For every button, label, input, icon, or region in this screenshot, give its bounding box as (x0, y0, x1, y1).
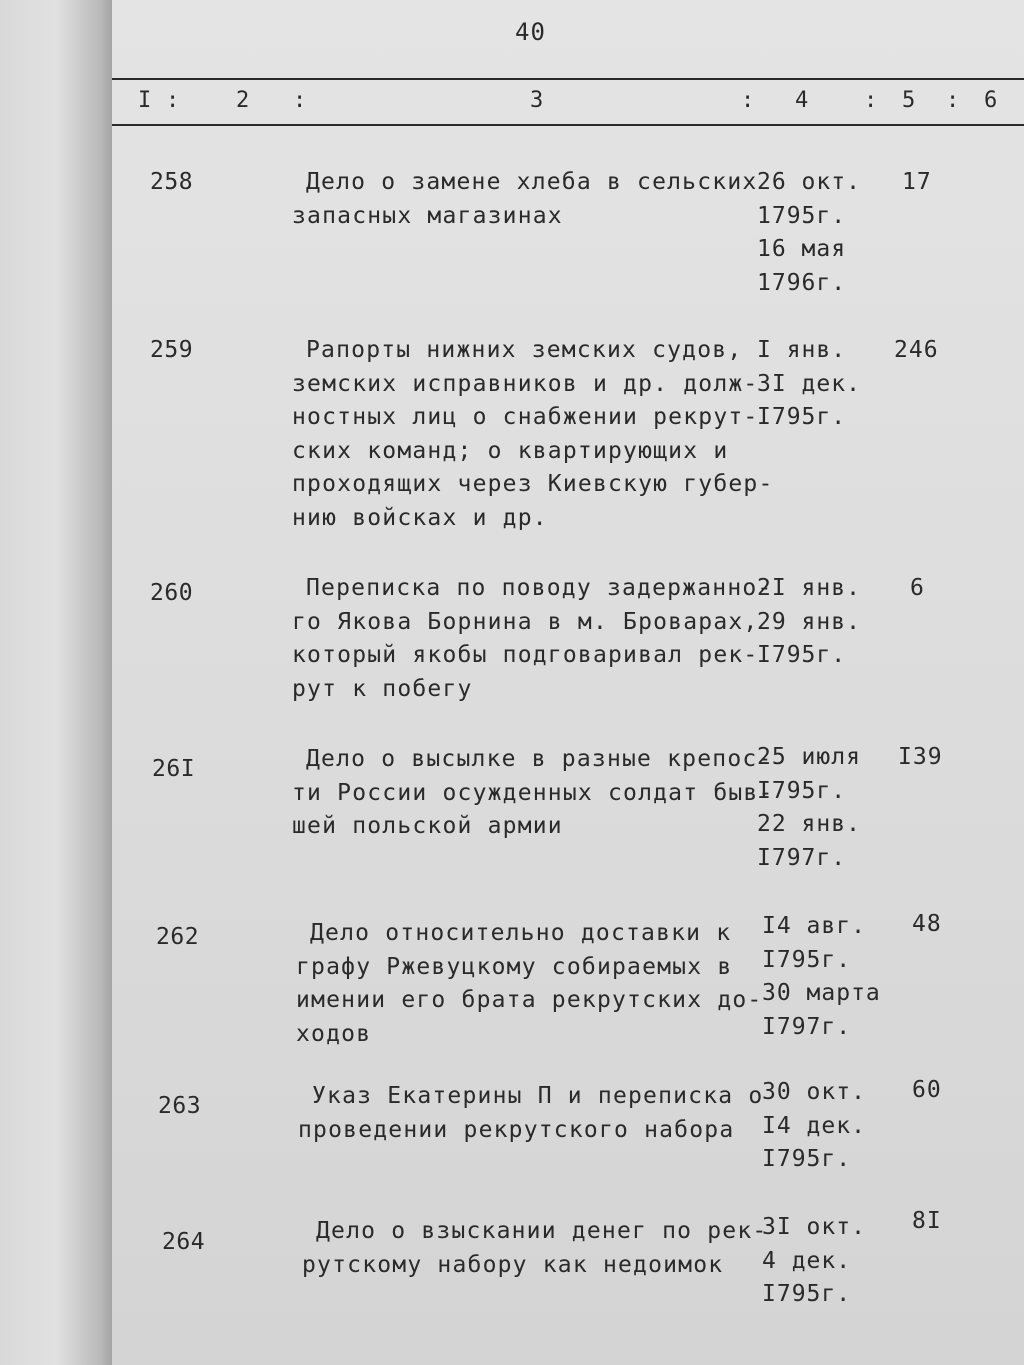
entry-date-line: 1796г. (757, 269, 847, 296)
entry-date-line: I797г. (762, 1013, 852, 1040)
entry-title (292, 334, 774, 535)
entry-title-line: ностных лиц о снабжении рекрут- (292, 404, 759, 430)
entry-title-line: рутскому набору как недоимок (302, 1251, 724, 1278)
entry-sheet-count: I39 (898, 744, 943, 770)
entry-title (292, 743, 774, 844)
page-binding-edge (0, 0, 112, 1365)
entry-title-line: Дело о взыскании денег по рек- (316, 1218, 768, 1244)
entry-title (292, 166, 757, 233)
entry-title-line: земских исправников и др. долж- (292, 370, 759, 397)
column-header-3: 3 (530, 88, 544, 113)
entry-date-line: I795г. (757, 777, 847, 804)
entry-title (302, 1215, 767, 1282)
column-header-6: 6 (984, 88, 998, 113)
entry-date-line: I795г. (762, 1281, 852, 1307)
column-header-separator: : (864, 88, 878, 113)
entry-date-line: 3I дек. (757, 370, 861, 397)
entry-date-line: I795г. (762, 946, 852, 973)
entry-title-line: ти России осужденных солдат быв- (292, 779, 774, 806)
entry-title-line: Дело относительно доставки к (310, 920, 732, 946)
entry-date-line: 26 окт. (757, 169, 861, 195)
page-number: 40 (515, 18, 546, 46)
entry-date-line: I4 дек. (762, 1112, 866, 1139)
entry-date-line: 30 окт. (762, 1079, 866, 1105)
entry-dates (762, 1076, 866, 1177)
entry-title (296, 917, 762, 1051)
entry-title-line: проведении рекрутского набора (298, 1116, 735, 1143)
entry-sheet-count: 6 (910, 575, 925, 601)
entry-date-line: 4 дек. (762, 1247, 852, 1274)
header-rule-top (112, 78, 1024, 80)
entry-title-line: Рапорты нижних земских судов, (306, 337, 743, 363)
column-header-separator: : (166, 88, 180, 113)
entry-number: 262 (156, 924, 200, 950)
entry-number: 258 (150, 169, 194, 195)
entry-date-line: 22 янв. (757, 811, 861, 837)
entry-title-line: Переписка по поводу задержанно- (306, 575, 773, 601)
column-header-separator: : (741, 88, 755, 113)
entry-title (298, 1080, 763, 1147)
column-header-4: 4 (795, 88, 809, 113)
entry-date-line: 29 янв. (757, 608, 861, 635)
entry-title-line: нию войсках и др. (292, 504, 548, 531)
column-header-5: 5 (902, 88, 916, 113)
entry-title-line: шей польской армии (292, 813, 563, 839)
header-rule-bottom (112, 124, 1024, 126)
column-header-2: 2 (236, 88, 250, 113)
entry-date-line: I795г. (757, 642, 847, 668)
entry-dates (757, 741, 861, 875)
entry-title-line: го Якова Борнина в м. Броварах, (292, 608, 759, 635)
entry-date-line: 1795г. (757, 202, 847, 229)
entry-date-line: 16 мая (757, 236, 847, 262)
entry-title-line: рут к побегу (292, 675, 473, 702)
entry-title-line: который якобы подговаривал рек- (292, 642, 759, 668)
entry-dates (762, 910, 881, 1044)
entry-title-line: Дело о высылке в разные крепос- (306, 746, 773, 772)
entry-date-line: 30 марта (762, 980, 881, 1006)
entry-date-line: I797г. (757, 844, 847, 871)
entry-title-line: имении его брата рекрутских до- (296, 987, 763, 1013)
entry-number: 26I (152, 756, 196, 782)
entry-number: 259 (150, 337, 194, 363)
entry-title-line: ходов (296, 1020, 372, 1047)
entry-sheet-count: 17 (902, 169, 932, 195)
entry-date-line: 25 июля (757, 744, 861, 770)
entry-sheet-count: 60 (912, 1077, 942, 1103)
entry-title-line: ских команд; о квартирующих и (292, 437, 729, 464)
entry-title-line: графу Ржевуцкому собираемых в (296, 953, 733, 980)
entry-dates (762, 1211, 866, 1312)
column-header-separator: : (946, 88, 960, 113)
entry-number: 263 (158, 1093, 202, 1119)
entry-number: 260 (150, 580, 194, 606)
entry-date-line: 2I янв. (757, 575, 861, 601)
column-header-1: I (138, 88, 152, 113)
entry-dates (757, 334, 861, 435)
entry-dates (757, 166, 861, 300)
entry-date-line: 3I окт. (762, 1214, 866, 1240)
entry-dates (757, 572, 861, 673)
entry-date-line: I795г. (757, 404, 847, 430)
entry-sheet-count: 246 (894, 337, 939, 363)
entry-number: 264 (162, 1229, 206, 1255)
column-header-separator: : (293, 88, 307, 113)
entry-date-line: I795г. (762, 1146, 852, 1172)
entry-title-line: запасных магазинах (292, 202, 563, 229)
entry-title-line: проходящих через Киевскую губер- (292, 471, 774, 497)
entry-date-line: I янв. (757, 337, 847, 363)
entry-title-line: Указ Екатерины П и переписка о (312, 1083, 764, 1109)
entry-date-line: I4 авг. (762, 913, 866, 939)
entry-title-line: Дело о замене хлеба в сельских (306, 169, 758, 195)
entry-sheet-count: 8I (912, 1208, 942, 1234)
entry-sheet-count: 48 (912, 911, 942, 937)
entry-title (292, 572, 772, 706)
